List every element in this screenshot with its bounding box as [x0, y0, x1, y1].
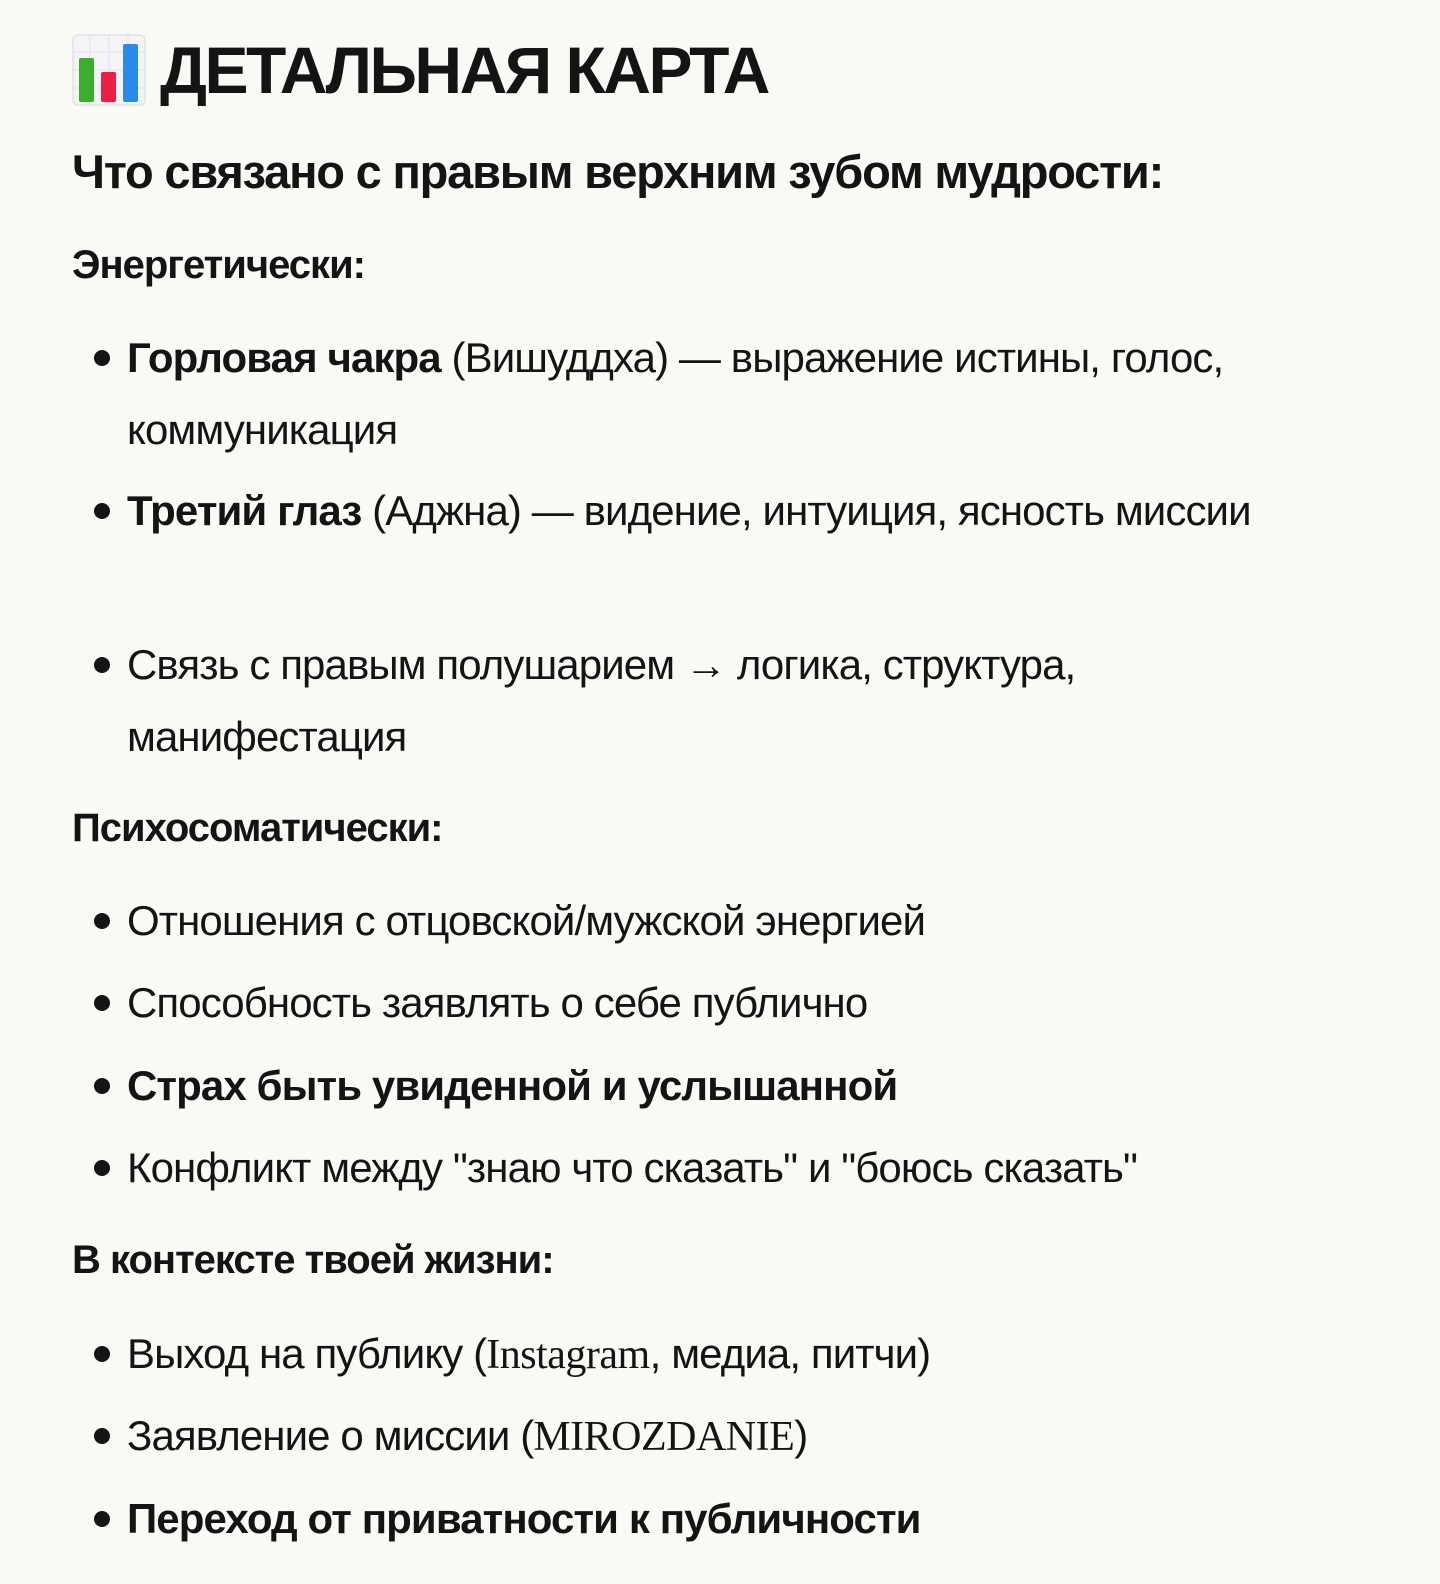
item-serif-text: Instagram [486, 1332, 650, 1378]
item-bold: Третий глаз [127, 487, 362, 534]
list-item [127, 475, 1352, 547]
section-heading-psychosomatic: Психосоматически: [72, 806, 443, 850]
list-item [127, 1400, 1352, 1473]
item-serif-text: MIROZDANIE [533, 1414, 795, 1460]
item-text: Конфликт между "знаю что сказать" и "боюсь сказать" [127, 1144, 1138, 1191]
list-item [127, 967, 1352, 1039]
item-text: Выход на публику ( [127, 1330, 487, 1377]
list-item [127, 629, 1352, 773]
list-item [127, 1318, 1352, 1391]
section-heading-energy: Энергетически: [72, 243, 365, 287]
subtitle: Что связано с правым верхним зубом мудрости: [72, 145, 1164, 198]
item-bold: Переход от приватности к публичности [127, 1495, 921, 1542]
list-item [127, 885, 1352, 957]
item-text: , медиа, питчи) [649, 1330, 931, 1377]
title-text: ДЕТАЛЬНАЯ КАРТА [160, 33, 768, 107]
item-text: (Вишуддха) — выражение истины, голос, коммуникация [127, 334, 1224, 453]
item-text: (Аджна) — видение, интуиция, ясность миссии [361, 487, 1251, 534]
list-item [127, 1132, 1352, 1204]
list-item [127, 322, 1352, 466]
page-title [72, 30, 768, 110]
item-text: Заявление о миссии ( [127, 1412, 534, 1459]
item-text: ) [794, 1412, 808, 1459]
item-bold: Страх быть увиденной и услышанной [127, 1062, 898, 1109]
item-text: Связь с правым полушарием → логика, структура, манифестация [127, 641, 1076, 760]
list-item [127, 1483, 1352, 1555]
item-bold: Горловая чакра [127, 334, 441, 381]
item-text: Отношения с отцовской/мужской энергией [127, 897, 926, 944]
bar-chart-icon [72, 34, 146, 106]
item-text: Способность заявлять о себе публично [127, 979, 868, 1026]
list-item [127, 1050, 1352, 1122]
section-heading-life-context: В контексте твоей жизни: [72, 1238, 554, 1282]
